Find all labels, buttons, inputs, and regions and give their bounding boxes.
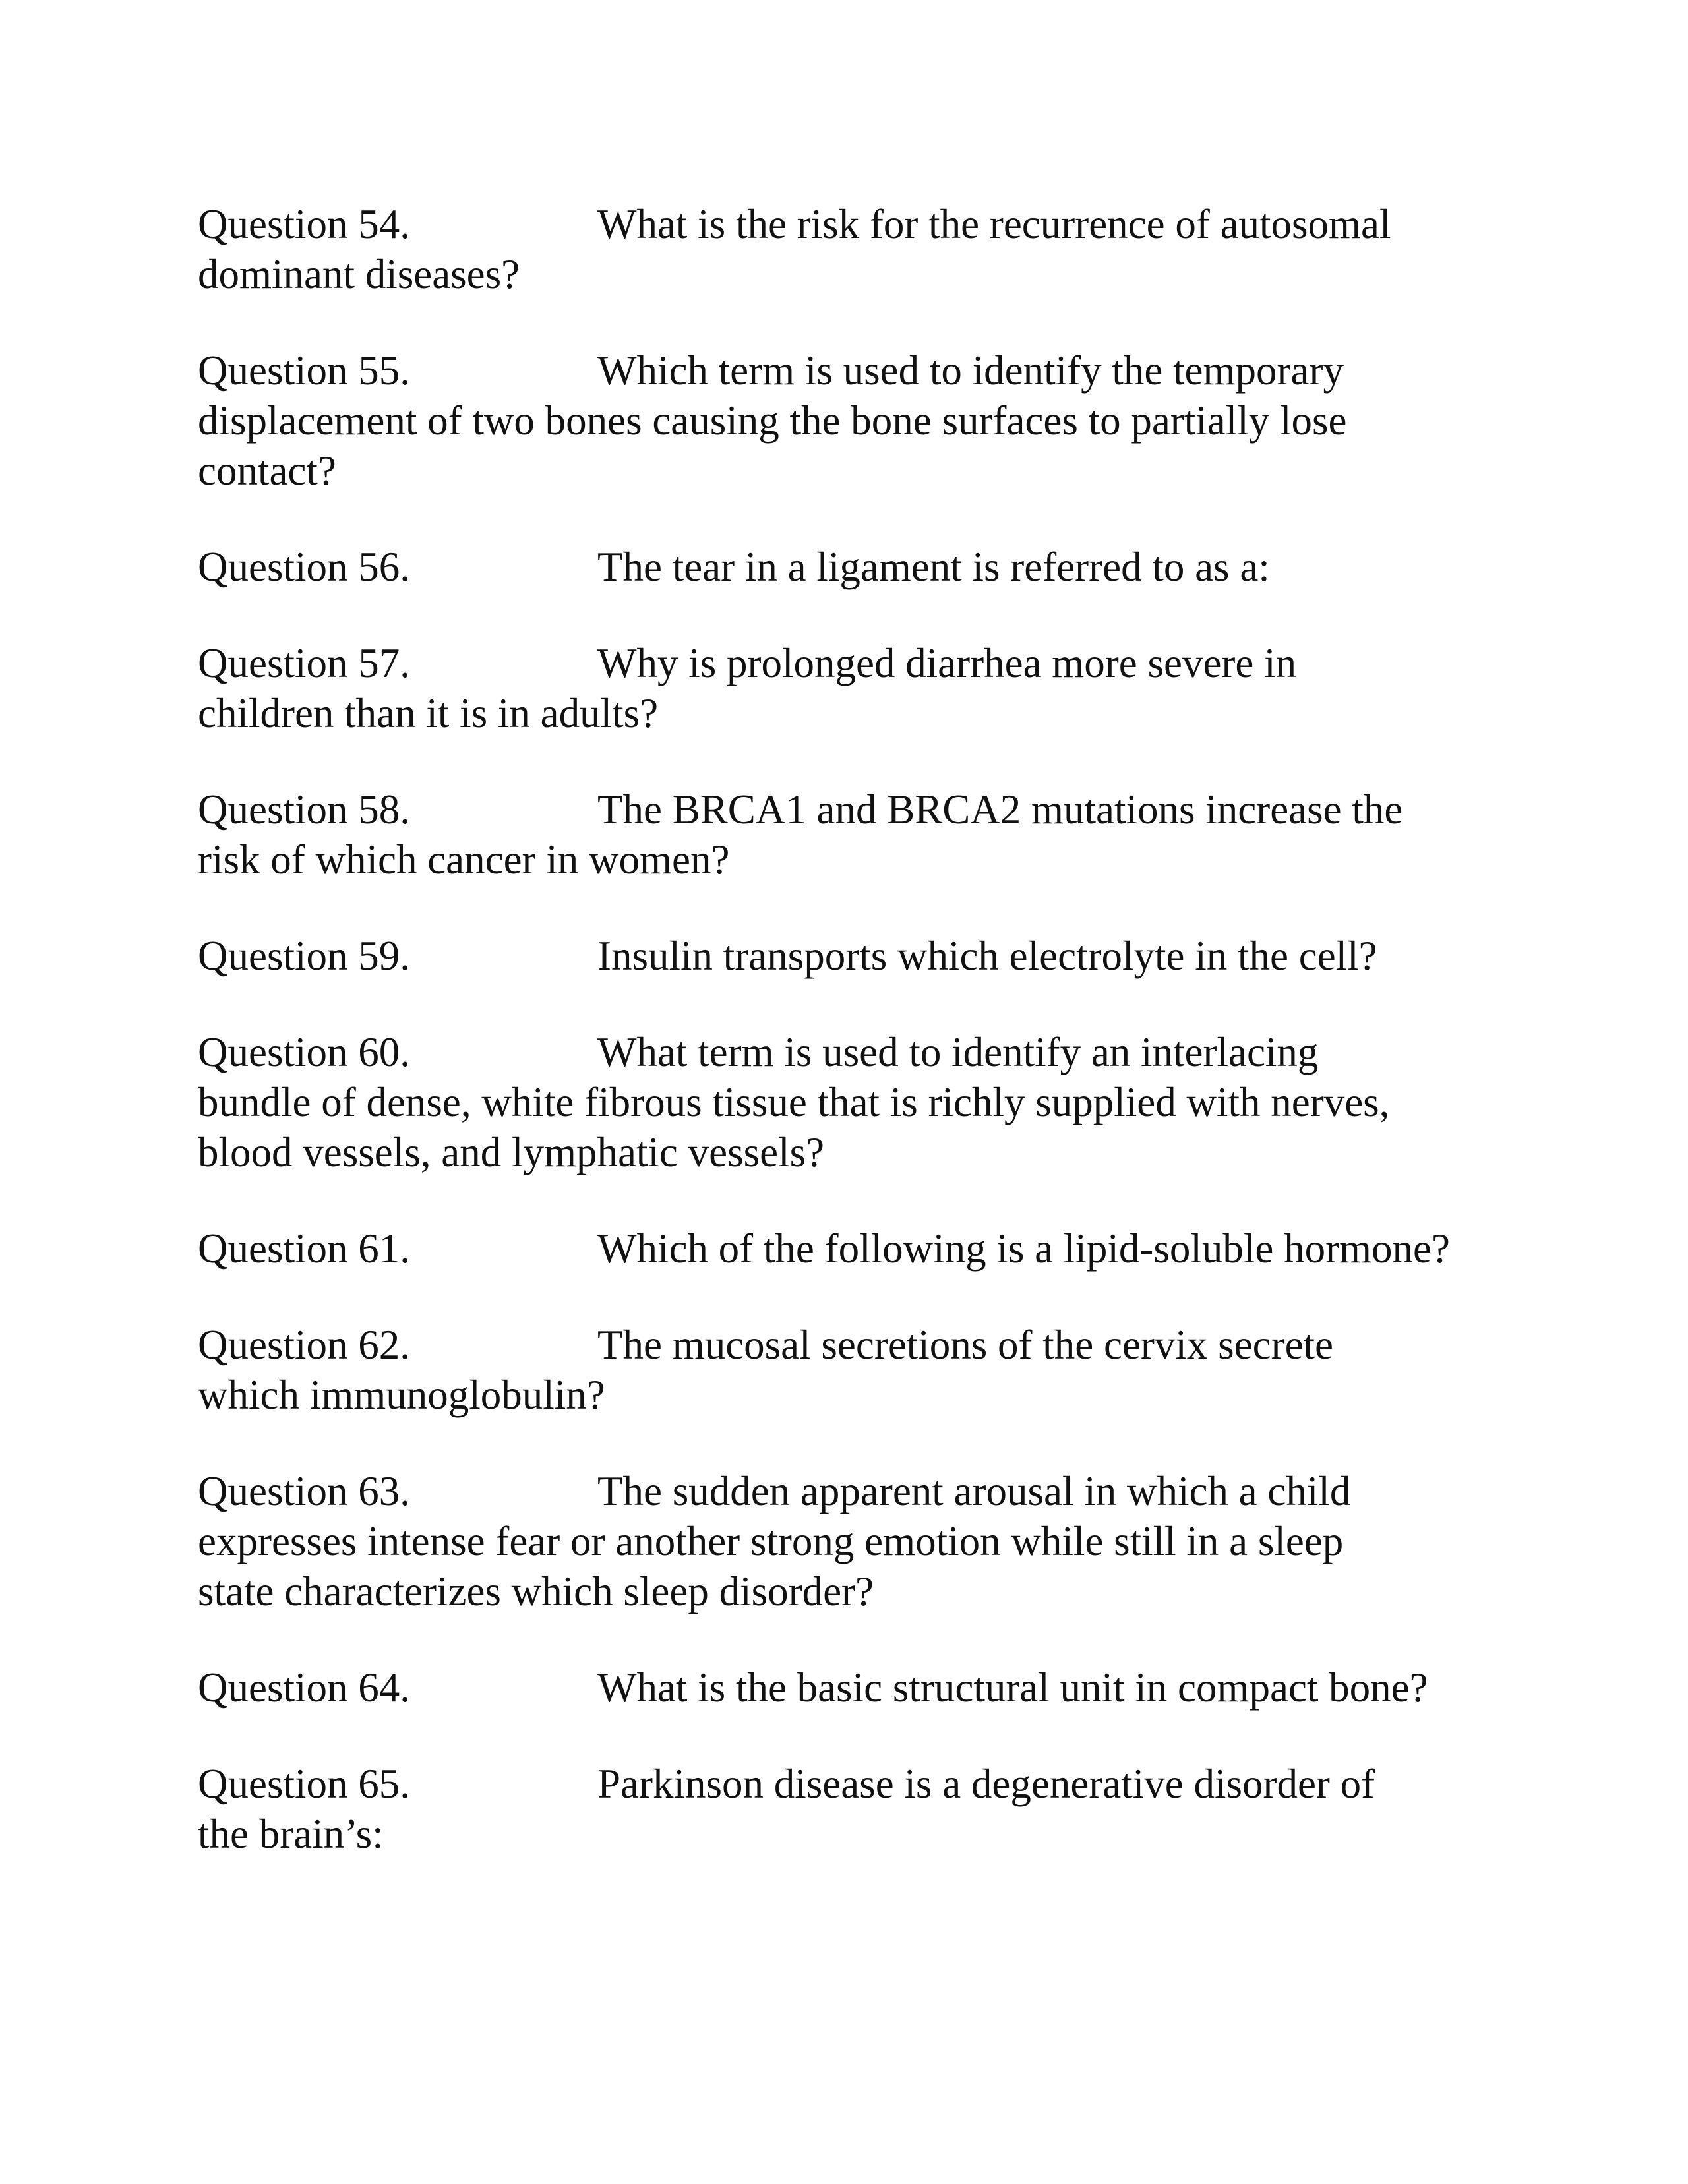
question-number: Question 55. bbox=[198, 347, 410, 394]
question-56 bbox=[198, 542, 1517, 592]
question-text-first-line: What is the risk for the recurrence of autosomal bbox=[597, 201, 1391, 247]
question-text-continuation: displacement of two bones causing the bone surfaces to partially lose contact? bbox=[198, 398, 1347, 494]
question-number: Question 60. bbox=[198, 1029, 410, 1075]
question-number: Question 57. bbox=[198, 640, 410, 686]
question-62 bbox=[198, 1320, 1517, 1420]
question-text-first-line: The tear in a ligament is referred to as a: bbox=[597, 544, 1270, 590]
question-text-continuation: the brain’s: bbox=[198, 1811, 384, 1857]
question-text-continuation: which immunoglobulin? bbox=[198, 1372, 605, 1418]
question-list bbox=[198, 199, 1517, 1905]
question-text-first-line: Which term is used to identify the temporary bbox=[597, 347, 1344, 394]
question-54 bbox=[198, 199, 1517, 299]
question-number: Question 54. bbox=[198, 201, 410, 247]
question-63 bbox=[198, 1466, 1517, 1616]
question-text-first-line: The sudden apparent arousal in which a child bbox=[597, 1468, 1351, 1514]
question-58 bbox=[198, 784, 1517, 885]
question-65 bbox=[198, 1759, 1517, 1859]
question-text-first-line: What is the basic structural unit in compact bone? bbox=[597, 1665, 1428, 1711]
question-text-first-line: What term is used to identify an interlacing bbox=[597, 1029, 1319, 1075]
question-number: Question 62. bbox=[198, 1322, 410, 1368]
question-55 bbox=[198, 345, 1517, 496]
question-number: Question 64. bbox=[198, 1665, 410, 1711]
question-number: Question 56. bbox=[198, 544, 410, 590]
question-57 bbox=[198, 638, 1517, 738]
question-number: Question 58. bbox=[198, 786, 410, 833]
question-61 bbox=[198, 1224, 1517, 1274]
question-text-continuation: expresses intense fear or another strong emotion while still in a sleep state characterizes which sleep disorder? bbox=[198, 1518, 1344, 1614]
question-text-first-line: The BRCA1 and BRCA2 mutations increase the bbox=[597, 786, 1403, 833]
question-text-first-line: Why is prolonged diarrhea more severe in bbox=[597, 640, 1297, 686]
question-60 bbox=[198, 1027, 1517, 1177]
question-number: Question 63. bbox=[198, 1468, 410, 1514]
question-text-continuation: bundle of dense, white fibrous tissue that is richly supplied with nerves, blood vessels, and lymphatic vessels? bbox=[198, 1079, 1390, 1175]
question-number: Question 65. bbox=[198, 1761, 410, 1807]
question-text-first-line: The mucosal secretions of the cervix secrete bbox=[597, 1322, 1334, 1368]
question-number: Question 59. bbox=[198, 933, 410, 979]
question-64 bbox=[198, 1663, 1517, 1713]
question-text-first-line: Insulin transports which electrolyte in the cell? bbox=[597, 933, 1377, 979]
question-number: Question 61. bbox=[198, 1225, 410, 1272]
question-text-continuation: risk of which cancer in women? bbox=[198, 837, 730, 883]
question-text-first-line: Which of the following is a lipid-soluble hormone? bbox=[597, 1225, 1450, 1272]
question-text-continuation: children than it is in adults? bbox=[198, 690, 659, 736]
question-text-first-line: Parkinson disease is a degenerative disorder of bbox=[597, 1761, 1375, 1807]
question-text-continuation: dominant diseases? bbox=[198, 251, 520, 297]
question-59 bbox=[198, 931, 1517, 981]
